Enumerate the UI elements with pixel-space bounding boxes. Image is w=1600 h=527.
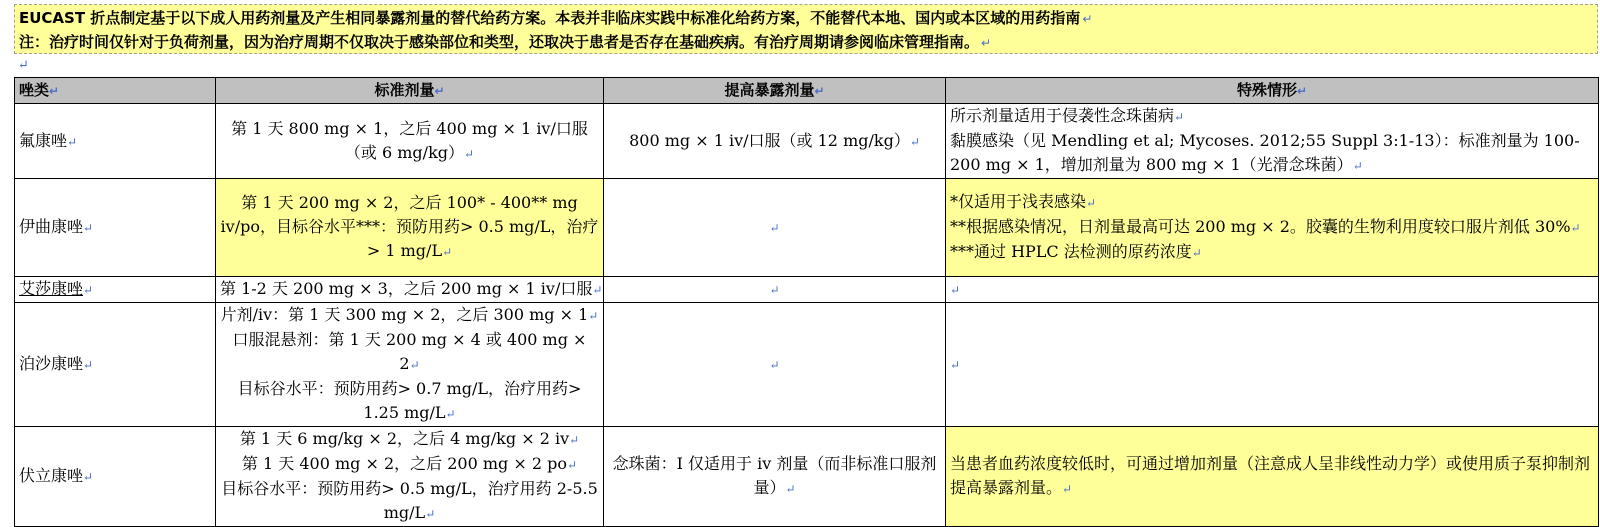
drug-name: 艾莎康唑↵ xyxy=(15,277,216,303)
high-dose-cell: 800 mg × 1 iv/口服（或 12 mg/kg）↵ xyxy=(604,104,946,179)
high-dose-cell: 念珠菌：I 仅适用于 iv 剂量（而非标准口服剂量）↵ xyxy=(604,427,946,527)
table-row xyxy=(15,179,1599,277)
notice-line-1 xyxy=(19,7,1593,31)
standard-dose-cell: 第 1 天 200 mg × 2，之后 100* - 400** mg iv/po，目标谷水平***：预防用药> 0.5 mg/L，治疗> 1 mg/L↵ xyxy=(216,179,604,277)
special-cell: ↵ xyxy=(946,277,1599,303)
high-dose-cell: ↵ xyxy=(604,179,946,277)
dosing-table xyxy=(14,77,1599,527)
table-row xyxy=(15,427,1599,527)
paragraph-mark-icon: ↵ xyxy=(1082,12,1093,26)
standard-dose-cell: 第 1-2 天 200 mg × 3，之后 200 mg × 1 iv/口服↵ xyxy=(216,277,604,303)
drug-name: 氟康唑↵ xyxy=(15,104,216,179)
special-cell: *仅适用于浅表感染↵ **根据感染情况，日剂量最高可达 200 mg × 2。胶囊的生物利用度较口服片剂低 30%↵ ***通过 HPLC 法检测的原药浓度↵ xyxy=(946,179,1599,277)
header-high-dose: 提高暴露剂量↵ xyxy=(604,78,946,104)
standard-dose-cell: 第 1 天 800 mg × 1，之后 400 mg × 1 iv/口服 （或 6 mg/kg）↵ xyxy=(216,104,604,179)
high-dose-cell: ↵ xyxy=(604,277,946,303)
paragraph-mark-icon: ↵ xyxy=(981,36,992,50)
drug-name: 伊曲康唑↵ xyxy=(15,179,216,277)
table-row xyxy=(15,277,1599,303)
standard-dose-cell: 第 1 天 6 mg/kg × 2，之后 4 mg/kg × 2 iv↵ 第 1 天 400 mg × 2，之后 200 mg × 2 po↵ 目标谷水平：预防用药> 0.5 mg/L，治疗用药 2-5.5 mg/L↵ xyxy=(216,427,604,527)
table-header-row xyxy=(15,78,1599,104)
notice-box xyxy=(14,4,1598,54)
header-standard-dose: 标准剂量↵ xyxy=(216,78,604,104)
drug-name: 泊沙康唑↵ xyxy=(15,303,216,427)
notice-line-2 xyxy=(19,31,1593,55)
special-cell: 当患者血药浓度较低时，可通过增加剂量（注意成人呈非线性动力学）或使用质子泵抑制剂提高暴露剂量。↵ xyxy=(946,427,1599,527)
special-cell: ↵ xyxy=(946,303,1599,427)
table-row xyxy=(15,303,1599,427)
empty-paragraph-mark-icon: ↵ xyxy=(18,58,29,73)
notice-text-1: EUCAST 折点制定基于以下成人用药剂量及产生相同暴露剂量的替代给药方案。本表并非临床实践中标准化给药方案，不能替代本地、国内或本区域的用药指南 xyxy=(19,9,1081,27)
header-special: 特殊情形↵ xyxy=(946,78,1599,104)
notice-text-2: 注：治疗时间仅针对于负荷剂量，因为治疗周期不仅取决于感染部位和类型，还取决于患者是否存在基础疾病。有治疗周期请参阅临床管理指南。 xyxy=(19,33,980,51)
special-cell: 所示剂量适用于侵袭性念珠菌病↵ 黏膜感染（见 Mendling et al; Mycoses. 2012;55 Suppl 3:1-13）：标准剂量为 100-200 mg × 1，增加剂量为 800 mg × 1（光滑念珠菌）↵ xyxy=(946,104,1599,179)
header-class: 唑类↵ xyxy=(15,78,216,104)
standard-dose-cell: 片剂/iv：第 1 天 300 mg × 2，之后 300 mg × 1↵ 口服混悬剂：第 1 天 200 mg × 4 或 400 mg × 2↵ 目标谷水平：预防用药> 0.7 mg/L，治疗用药> 1.25 mg/L↵ xyxy=(216,303,604,427)
drug-name: 伏立康唑↵ xyxy=(15,427,216,527)
table-row xyxy=(15,104,1599,179)
high-dose-cell: ↵ xyxy=(604,303,946,427)
